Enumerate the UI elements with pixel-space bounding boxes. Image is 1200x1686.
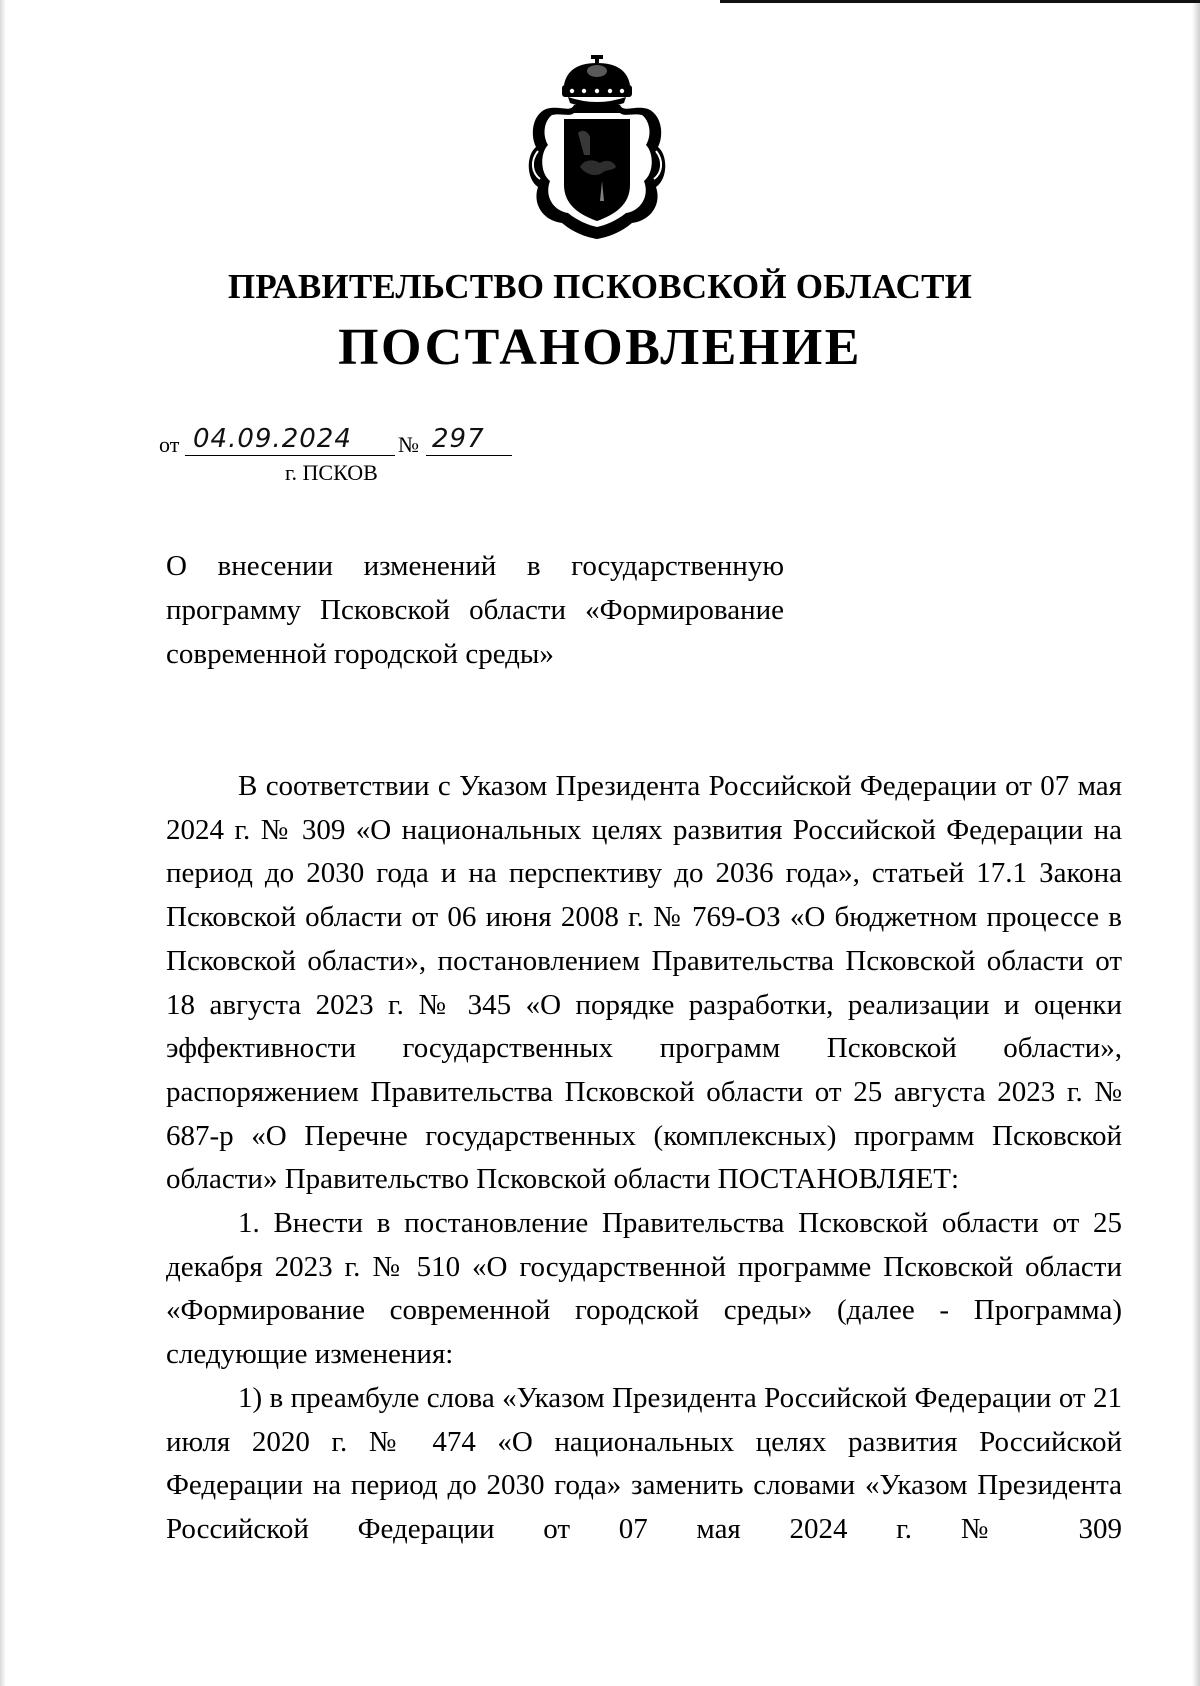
number-label: № xyxy=(398,432,419,457)
city-label: г. ПСКОВ xyxy=(285,460,378,485)
body-paragraph: 1. Внести в постановление Правительства Псковской области от 25 декабря 2023 г. № 510 «О государственной программе Псковской области «Формирование современной городской среды» (далее - Программа) следующие изменения: xyxy=(166,1207,1122,1371)
number-value: 297 xyxy=(426,424,512,456)
body-paragraph: 1) в преамбуле слова «Указом Президента Российской Федерации от 21 июля 2020 г. № 474 «О национальных целях развития Российской Федерации на период до 2030 года» заменить словами «Указом Президента Российской Федерации от 07 мая 2024 г. № 309 xyxy=(166,1381,1122,1545)
authority-title: ПРАВИТЕЛЬСТВО ПСКОВСКОЙ ОБЛАСТИ xyxy=(227,267,973,306)
date-value: 04.09.2024 xyxy=(185,424,395,456)
crown-icon xyxy=(562,55,632,108)
subject-heading: О внесении изменений в государственную программу Псковской области «Формирование современной городской среды» xyxy=(166,550,784,670)
document-type-title: ПОСТАНОВЛЕНИЕ xyxy=(338,319,862,376)
body-paragraph: В соответствии с Указом Президента Российской Федерации от 07 мая 2024 г. № 309 «О национальных целях развития Российской Федерации на период до 2030 года и на перспективу до 2036 года», статьей 17.1 Закона Псковской области от 06 июня 2008 г. № 769-ОЗ «О бюджетном процессе в Псковской области», постановлением Правительства Псковской области от 18 августа 2023 г. № 345 «О порядке разработки, реализации и оценки эффективности государственных программ Псковской области», распоряжением Правительства Псковской области от 25 августа 2023 г. № 687-р «О Перечне государственных (комплексных) программ Псковской области» Правительство Псковской области ПОСТАНОВЛЯЕТ: xyxy=(166,770,1122,1196)
body-text xyxy=(166,765,1122,1552)
emblem-crest-icon xyxy=(524,55,670,240)
date-label: от xyxy=(159,432,180,457)
shield-icon xyxy=(564,119,630,221)
